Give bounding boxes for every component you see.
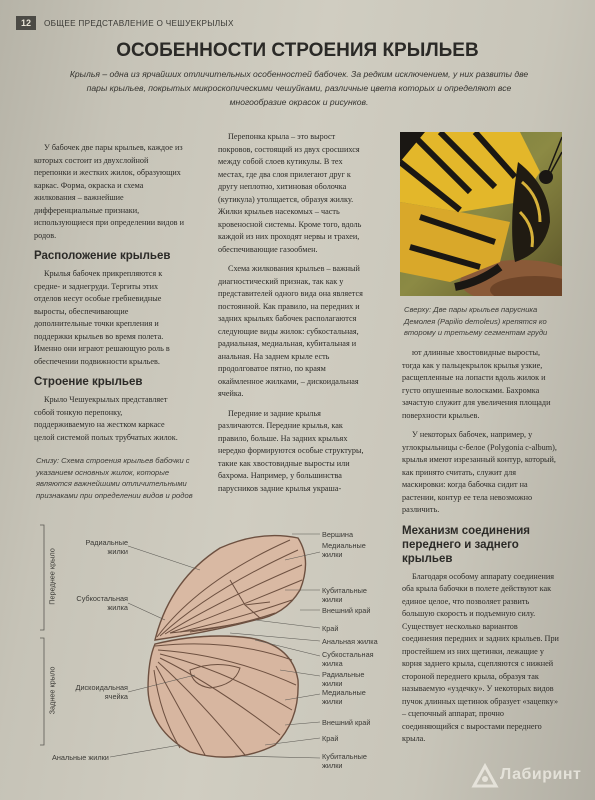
label-radial-veins-hind: Радиальные жилки	[322, 670, 365, 688]
label-apex: Вершина	[322, 530, 354, 539]
page-number: 12	[16, 16, 36, 30]
label-discoidal-cell: Дискоидальная ячейка	[75, 683, 128, 701]
label-edge-hind: Край	[322, 734, 339, 743]
swallowtail-butterfly-photo	[400, 132, 562, 296]
watermark-logo-icon	[470, 762, 500, 790]
tails-paragraph: ют длинные хвостовидные выросты, тогда как у пальцекрылок крылья узкие, расщепленные на лопасти вдоль жилок и густо опушенные волосками. Бахромка зачастую служит для увеличения площади поверхности крыльев.	[402, 348, 551, 420]
structure-paragraph: Крыло Чешуекрылых представляет собой тонкую перепонку, поддерживаемую на жестком каркасе целой системой полых трубчатых жилок.	[34, 395, 178, 442]
side-label-forewing: Переднее крыло	[47, 548, 57, 605]
label-cubital-veins-hind: Кубитальные жилки	[322, 752, 367, 770]
wing-difference-paragraph: Передние и задние крылья различаются. Передние крылья, как правило, больше. На задних крыльях нередко формируются особые структуры, такие как хвостовидные выросты или бахрома. Например, у большинства парусников задние крылья украша-	[218, 408, 364, 493]
label-medial-veins-hind: Медиальные жилки	[322, 688, 366, 706]
page-title: ОСОБЕННОСТИ СТРОЕНИЯ КРЫЛЬЕВ	[116, 40, 479, 61]
section-heading-coupling: Механизм соединения переднего и заднего крыльев	[402, 524, 531, 565]
page-header	[16, 14, 234, 32]
section-heading-placement: Расположение крыльев	[34, 250, 171, 262]
venation-paragraph: Схема жилкования крыльев – важный диагностический признак, так как у представителей одного вида она является постоянной. Как правило, на передних и задних крыльях бабочек располагаются следующие виды жилок: субкостальная, радиальная, медиальная, кубитальная и анальная. На заднем крыле есть продолговатое пятно, по краям окаймленное жилками, – дискоидальная ячейка.	[218, 264, 363, 398]
side-label-hindwing: Заднее крыло	[47, 666, 57, 715]
label-cubital-veins-fore: Кубитальные жилки	[322, 586, 367, 604]
running-head: ОБЩЕЕ ПРЕДСТАВЛЕНИЕ О ЧЕШУЕКРЫЛЫХ	[44, 18, 234, 28]
label-anal-vein: Анальная жилка	[322, 637, 378, 646]
label-radial-veins: Радиальные жилки	[85, 538, 128, 556]
column-1	[34, 142, 184, 451]
label-anal-veins: Анальные жилки	[52, 753, 109, 762]
label-subcostal-vein: Субкостальная жилка	[76, 594, 128, 612]
label-edge-fore: Край	[322, 624, 339, 633]
column-2	[218, 131, 368, 502]
diagram-caption: Снизу: Схема строения крыльев бабочки с указанием основных жилок, которые являются важнейшими отличительными признаками при определении видов и родов	[36, 456, 193, 500]
label-subcostal-vein-hind: Субкостальная жилка	[322, 650, 374, 668]
section-heading-structure: Строение крыльев	[34, 376, 143, 388]
placement-paragraph: Крылья бабочек прикрепляются к средне- и заднегруди. Тергиты этих отделов несут особые гребневидные выросты, обеспечивающие дополнительные точки крепления и поддержки крыльев во время полета. Именно они играют решающую роль в обеспечении подвижности крыльев.	[34, 269, 170, 366]
coupling-paragraph: Благодаря особому аппарату соединения оба крыла бабочки в полете действуют как единое целое, что позволяет развить большую скорость и подъемную силу. Существует несколько вариантов соединения передних и задних крыльев. При простейшем из них щетинки, лежащие у корня заднего крыла, сцепляются с нижней стороной переднего крыла, образуя так называемую «уздечку». У некоторых видов пучок длинных щетинок образует «зацепку» – сцепочный аппарат, прочно соединяющийся с выростами переднего крыла.	[402, 571, 559, 743]
column-3	[402, 347, 560, 753]
label-outer-margin-hind: Внешний край	[322, 718, 371, 727]
membrane-paragraph: Перепонка крыла – это вырост покровов, состоящий из двух сросшихся между собой слоев кутикулы. В тех местах, где два слоя прилегают друг к другу неплотно, хитиновая оболочка (кутикула) утолщается, образуя жилку. Жилки крыльев насекомых – часть кровеносной системы. Кроме того, вдоль каждой из них проходят нервы и трахеи, обеспечивающие газообмен.	[218, 132, 362, 254]
lead-paragraph: Крылья – одна из ярчайших отличительных особенностей бабочек. За редким исключением, у них развиты две пары крыльев, покрытых микроскопическими чешуйками, различные цвета которых и определяют все многообразие окрасок и рисунков.	[69, 69, 529, 107]
intro-paragraph: У бабочек две пары крыльев, каждое из которых состоит из двухслойной перепонки и жестких жилок, образующих каркас. Форма, окраска и схема жилкования – важнейшие дифференциальные признаки, использующиеся при определении видов и родов.	[34, 143, 184, 240]
label-outer-margin-fore: Внешний край	[322, 606, 371, 615]
camouflage-paragraph: У некоторых бабочек, например, у углокрыльницы с-белое (Polygonia c-album), крылья имеют изрезанный контур, который, как принято считать, служит для маскировки: когда бабочка сидит на растении, контур ее тела невозможно различить.	[402, 430, 557, 514]
label-medial-veins-fore: Медиальные жилки	[322, 541, 366, 559]
butterfly-photo-icon	[400, 132, 562, 296]
wing-diagram	[30, 520, 400, 782]
watermark-text: Лабиринт	[500, 766, 582, 783]
photo-caption: Сверху: Две пары крыльев парусника Демолея (Papilio demoleus) крепятся ко второму и третьему сегментам груди	[404, 305, 548, 337]
watermark	[470, 762, 585, 790]
